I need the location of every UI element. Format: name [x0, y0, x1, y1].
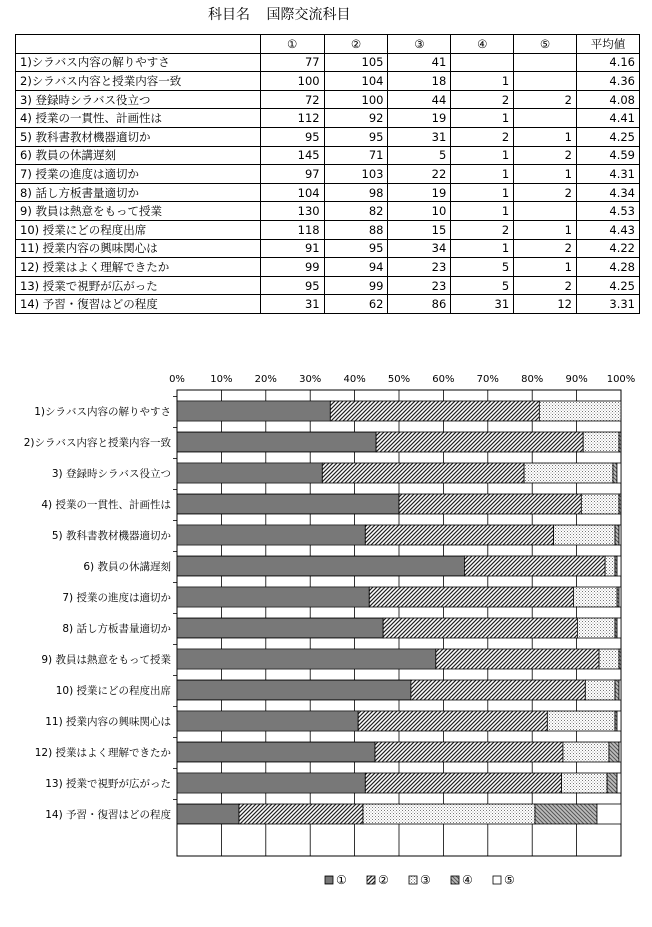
count-cell: 130 — [260, 202, 324, 221]
bar-segment — [322, 463, 524, 483]
count-cell: 5 — [451, 276, 514, 295]
count-cell: 1 — [451, 72, 514, 91]
bar-segment — [330, 401, 539, 421]
count-cell: 1 — [451, 202, 514, 221]
bar-segment — [177, 742, 375, 762]
count-cell: 1 — [451, 146, 514, 165]
bar-segment — [239, 804, 363, 824]
count-cell: 34 — [388, 239, 451, 258]
bar-segment — [585, 680, 615, 700]
bar-segment — [369, 587, 573, 607]
bar-segment — [177, 432, 376, 452]
table-header-cell — [16, 35, 261, 54]
table-header-cell: ④ — [451, 35, 514, 54]
x-tick-label: 50% — [387, 374, 411, 385]
row-label-cell: 5) 教科書教材機器適切か — [16, 127, 261, 146]
count-cell: 41 — [388, 53, 451, 72]
bar-segment — [363, 804, 535, 824]
bar-segment — [177, 494, 399, 514]
count-cell: 2 — [451, 127, 514, 146]
row-label-cell: 8) 話し方板書量適切か — [16, 183, 261, 202]
bar-segment — [177, 649, 436, 669]
bar-segment — [577, 618, 615, 638]
table-row — [16, 90, 640, 109]
count-cell: 12 — [514, 295, 577, 314]
bar-segment — [607, 773, 617, 793]
legend-label: ⑤ — [504, 873, 515, 887]
average-cell: 4.36 — [577, 72, 640, 91]
count-cell: 19 — [388, 109, 451, 128]
count-cell: 1 — [514, 220, 577, 239]
count-cell: 2 — [451, 220, 514, 239]
bar-segment — [177, 463, 322, 483]
bar-segment — [177, 556, 464, 576]
x-tick-label: 100% — [606, 374, 636, 385]
bar-segment — [583, 432, 619, 452]
count-cell: 105 — [324, 53, 388, 72]
table-header-cell: ⑤ — [514, 35, 577, 54]
count-cell: 1 — [514, 165, 577, 184]
row-label-cell: 14) 予習・復習はどの程度 — [16, 295, 261, 314]
count-cell: 118 — [260, 220, 324, 239]
bar-segment — [177, 525, 365, 545]
count-cell: 31 — [388, 127, 451, 146]
count-cell: 103 — [324, 165, 388, 184]
bar-segment — [617, 463, 621, 483]
x-tick-label: 40% — [343, 374, 366, 385]
bar-segment — [617, 711, 621, 731]
bar-segment — [177, 773, 365, 793]
count-cell — [514, 109, 577, 128]
average-cell: 4.43 — [577, 220, 640, 239]
x-tick-label: 80% — [521, 374, 544, 385]
average-cell: 4.25 — [577, 127, 640, 146]
category-label: 14) 予習・復習はどの程度 — [45, 809, 171, 821]
count-cell: 104 — [260, 183, 324, 202]
survey-table — [15, 34, 640, 314]
bar-segment — [524, 463, 613, 483]
bar-segment — [535, 804, 597, 824]
bar-segment — [365, 525, 553, 545]
category-label: 4) 授業の一貫性、計画性は — [41, 499, 171, 511]
stacked-bar-chart — [0, 360, 652, 927]
count-cell: 2 — [514, 146, 577, 165]
category-label: 6) 教員の休講遅刻 — [83, 561, 171, 573]
bar-segment — [615, 525, 619, 545]
count-cell: 112 — [260, 109, 324, 128]
count-cell: 22 — [388, 165, 451, 184]
x-tick-label: 90% — [565, 374, 588, 385]
bar-segment — [563, 742, 609, 762]
row-label-cell: 4) 授業の一貫性、計画性は — [16, 109, 261, 128]
count-cell: 92 — [324, 109, 388, 128]
count-cell: 1 — [451, 183, 514, 202]
average-cell: 3.31 — [577, 295, 640, 314]
count-cell: 10 — [388, 202, 451, 221]
category-label: 7) 授業の進度は適切か — [62, 592, 171, 604]
count-cell: 95 — [260, 276, 324, 295]
subject-header — [208, 4, 362, 24]
count-cell: 2 — [514, 239, 577, 258]
table-row — [16, 183, 640, 202]
table-header-row — [16, 35, 640, 54]
count-cell: 2 — [451, 90, 514, 109]
bar-segment — [617, 556, 621, 576]
count-cell: 1 — [451, 165, 514, 184]
bar-segment — [464, 556, 605, 576]
x-tick-label: 10% — [210, 374, 233, 385]
count-cell: 18 — [388, 72, 451, 91]
count-cell — [451, 53, 514, 72]
bar-segment — [177, 680, 411, 700]
count-cell — [514, 72, 577, 91]
count-cell: 95 — [260, 127, 324, 146]
count-cell: 2 — [514, 276, 577, 295]
bar-segment — [177, 618, 383, 638]
count-cell: 5 — [388, 146, 451, 165]
count-cell: 72 — [260, 90, 324, 109]
legend-swatch — [451, 876, 459, 884]
average-cell: 4.22 — [577, 239, 640, 258]
legend-swatch — [493, 876, 501, 884]
count-cell: 86 — [388, 295, 451, 314]
average-cell: 4.31 — [577, 165, 640, 184]
count-cell: 31 — [260, 295, 324, 314]
x-tick-label: 70% — [476, 374, 499, 385]
subject-label: 科目名 — [208, 7, 250, 23]
bar-segment — [581, 494, 619, 514]
average-cell: 4.08 — [577, 90, 640, 109]
bar-segment — [619, 680, 621, 700]
count-cell: 97 — [260, 165, 324, 184]
count-cell: 23 — [388, 276, 451, 295]
category-label: 8) 話し方板書量適切か — [62, 623, 171, 635]
table-header-cell: ② — [324, 35, 388, 54]
bar-segment — [609, 742, 619, 762]
count-cell: 104 — [324, 72, 388, 91]
bar-segment — [383, 618, 577, 638]
x-tick-label: 20% — [254, 374, 277, 385]
row-label-cell: 10) 授業にどの程度出席 — [16, 220, 261, 239]
count-cell — [514, 53, 577, 72]
count-cell: 19 — [388, 183, 451, 202]
legend-swatch — [325, 876, 333, 884]
category-label: 1)シラバス内容の解りやすさ — [34, 406, 171, 418]
count-cell: 23 — [388, 258, 451, 277]
table-row — [16, 239, 640, 258]
table-row — [16, 276, 640, 295]
count-cell: 98 — [324, 183, 388, 202]
category-label: 10) 授業にどの程度出席 — [55, 685, 171, 697]
row-label-cell: 13) 授業で視野が広がった — [16, 276, 261, 295]
average-cell: 4.34 — [577, 183, 640, 202]
x-tick-label: 0% — [169, 374, 185, 385]
bar-segment — [597, 804, 621, 824]
table-header-cell: ③ — [388, 35, 451, 54]
x-tick-label: 30% — [299, 374, 322, 385]
table-row — [16, 109, 640, 128]
count-cell: 5 — [451, 258, 514, 277]
table-row — [16, 72, 640, 91]
subject-name: 国際交流科目 — [266, 7, 351, 23]
bar-segment — [399, 494, 581, 514]
category-label: 12) 授業はよく理解できたか — [34, 747, 171, 759]
average-cell: 4.41 — [577, 109, 640, 128]
count-cell: 15 — [388, 220, 451, 239]
bar-segment — [573, 587, 617, 607]
bar-segment — [177, 711, 358, 731]
count-cell: 100 — [324, 90, 388, 109]
category-label: 11) 授業内容の興味関心は — [45, 716, 171, 728]
count-cell: 1 — [514, 127, 577, 146]
count-cell: 82 — [324, 202, 388, 221]
category-label: 5) 教科書教材機器適切か — [51, 530, 171, 542]
table-row — [16, 258, 640, 277]
table-row — [16, 127, 640, 146]
bar-segment — [177, 587, 369, 607]
bar-segment — [599, 649, 619, 669]
table-row — [16, 295, 640, 314]
table-row — [16, 53, 640, 72]
category-label: 2)シラバス内容と授業内容一致 — [23, 437, 171, 449]
bar-segment — [177, 401, 330, 421]
count-cell: 1 — [451, 239, 514, 258]
bar-segment — [605, 556, 615, 576]
table-row — [16, 202, 640, 221]
count-cell: 2 — [514, 90, 577, 109]
row-label-cell: 1)シラバス内容の解りやすさ — [16, 53, 261, 72]
bar-segment — [375, 742, 563, 762]
table-header-cell: ① — [260, 35, 324, 54]
bar-segment — [615, 680, 619, 700]
legend-label: ② — [378, 873, 389, 887]
count-cell: 95 — [324, 239, 388, 258]
legend-label: ④ — [462, 873, 473, 887]
bar-segment — [436, 649, 599, 669]
average-cell: 4.25 — [577, 276, 640, 295]
count-cell: 2 — [514, 183, 577, 202]
count-cell: 62 — [324, 295, 388, 314]
bar-segment — [619, 587, 621, 607]
row-label-cell: 6) 教員の休講遅刻 — [16, 146, 261, 165]
count-cell: 91 — [260, 239, 324, 258]
row-label-cell: 12) 授業はよく理解できたか — [16, 258, 261, 277]
bar-segment — [619, 742, 621, 762]
category-label: 13) 授業で視野が広がった — [45, 778, 171, 790]
count-cell: 145 — [260, 146, 324, 165]
category-label: 3) 登録時シラバス役立つ — [51, 468, 171, 480]
average-cell: 4.16 — [577, 53, 640, 72]
bar-segment — [411, 680, 585, 700]
legend-swatch — [367, 876, 375, 884]
count-cell: 31 — [451, 295, 514, 314]
row-label-cell: 3) 登録時シラバス役立つ — [16, 90, 261, 109]
legend-swatch — [409, 876, 417, 884]
bar-segment — [539, 401, 621, 421]
count-cell: 1 — [514, 258, 577, 277]
row-label-cell: 2)シラバス内容と授業内容一致 — [16, 72, 261, 91]
average-cell: 4.53 — [577, 202, 640, 221]
bar-segment — [617, 618, 621, 638]
bar-segment — [619, 525, 621, 545]
bar-segment — [554, 525, 615, 545]
bar-segment — [177, 804, 239, 824]
legend-label: ① — [336, 873, 347, 887]
bar-segment — [376, 432, 583, 452]
table-header-cell: 平均値 — [577, 35, 640, 54]
count-cell: 77 — [260, 53, 324, 72]
count-cell: 99 — [260, 258, 324, 277]
category-label: 9) 教員は熱意をもって授業 — [41, 654, 171, 666]
bar-segment — [613, 463, 617, 483]
table-row — [16, 146, 640, 165]
bar-segment — [619, 432, 621, 452]
count-cell: 1 — [451, 109, 514, 128]
bar-segment — [619, 494, 621, 514]
count-cell: 71 — [324, 146, 388, 165]
average-cell: 4.59 — [577, 146, 640, 165]
legend-label: ③ — [420, 873, 431, 887]
row-label-cell: 9) 教員は熱意をもって授業 — [16, 202, 261, 221]
bar-segment — [358, 711, 547, 731]
count-cell: 44 — [388, 90, 451, 109]
count-cell: 88 — [324, 220, 388, 239]
table-row — [16, 165, 640, 184]
count-cell — [514, 202, 577, 221]
bar-segment — [617, 773, 621, 793]
count-cell: 94 — [324, 258, 388, 277]
bar-segment — [619, 649, 621, 669]
bar-segment — [562, 773, 608, 793]
row-label-cell: 7) 授業の進度は適切か — [16, 165, 261, 184]
count-cell: 95 — [324, 127, 388, 146]
count-cell: 99 — [324, 276, 388, 295]
bar-segment — [365, 773, 561, 793]
table-row — [16, 220, 640, 239]
average-cell: 4.28 — [577, 258, 640, 277]
x-tick-label: 60% — [432, 374, 455, 385]
count-cell: 100 — [260, 72, 324, 91]
row-label-cell: 11) 授業内容の興味関心は — [16, 239, 261, 258]
bar-segment — [547, 711, 615, 731]
